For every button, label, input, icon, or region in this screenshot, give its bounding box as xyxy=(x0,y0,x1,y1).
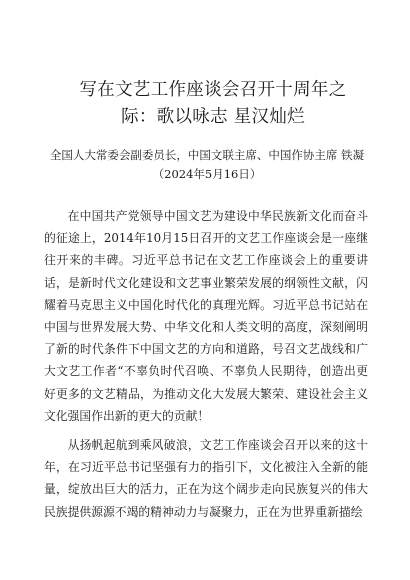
article-body xyxy=(44,205,368,530)
publication-date: （2024年5月16日） xyxy=(152,167,262,181)
author-line: 全国人大常委会副委员长，中国文联主席、中国作协主席 铁凝 xyxy=(49,148,365,162)
article-title: 写在文艺工作座谈会召开十周年之际：歌以咏志 星汉灿烂 xyxy=(79,80,347,127)
paragraph: 在中国共产党领导中国文艺为建设中华民族新文化而奋斗的征途上，2014年10月15日召开的文艺工作座谈会是一座继往开来的丰碑。习近平总书记在文艺工作座谈会上的重要讲话，是新时代文化建设和文艺事业繁荣发展的纲领性文献，闪耀着马克思主义中国化时代化的真理光辉。习近平总书记站在中国与世界发展大势、中华文化和人类文明的高度，深刻阐明了新的时代条件下中国文艺的方向和道路，号召文艺战线和广大文艺工作者“不辜负时代召唤、不辜负人民期待，创造出更好更多的文艺精品，为推动文化大发展大繁荣、建设社会主义文化强国作出新的更大的贡献！ xyxy=(44,209,368,423)
paragraph: 从扬帆起航到乘风破浪，文艺工作座谈会召开以来的这十年，在习近平总书记坚强有力的指引下，文化被注入全新的能量，绽放出巨大的活力，正在为这个阔步走向民族复兴的伟大民族提供源源不竭的精神动力与凝聚力，正在为世界重新描绘 xyxy=(44,438,368,519)
author-byline xyxy=(40,146,374,184)
